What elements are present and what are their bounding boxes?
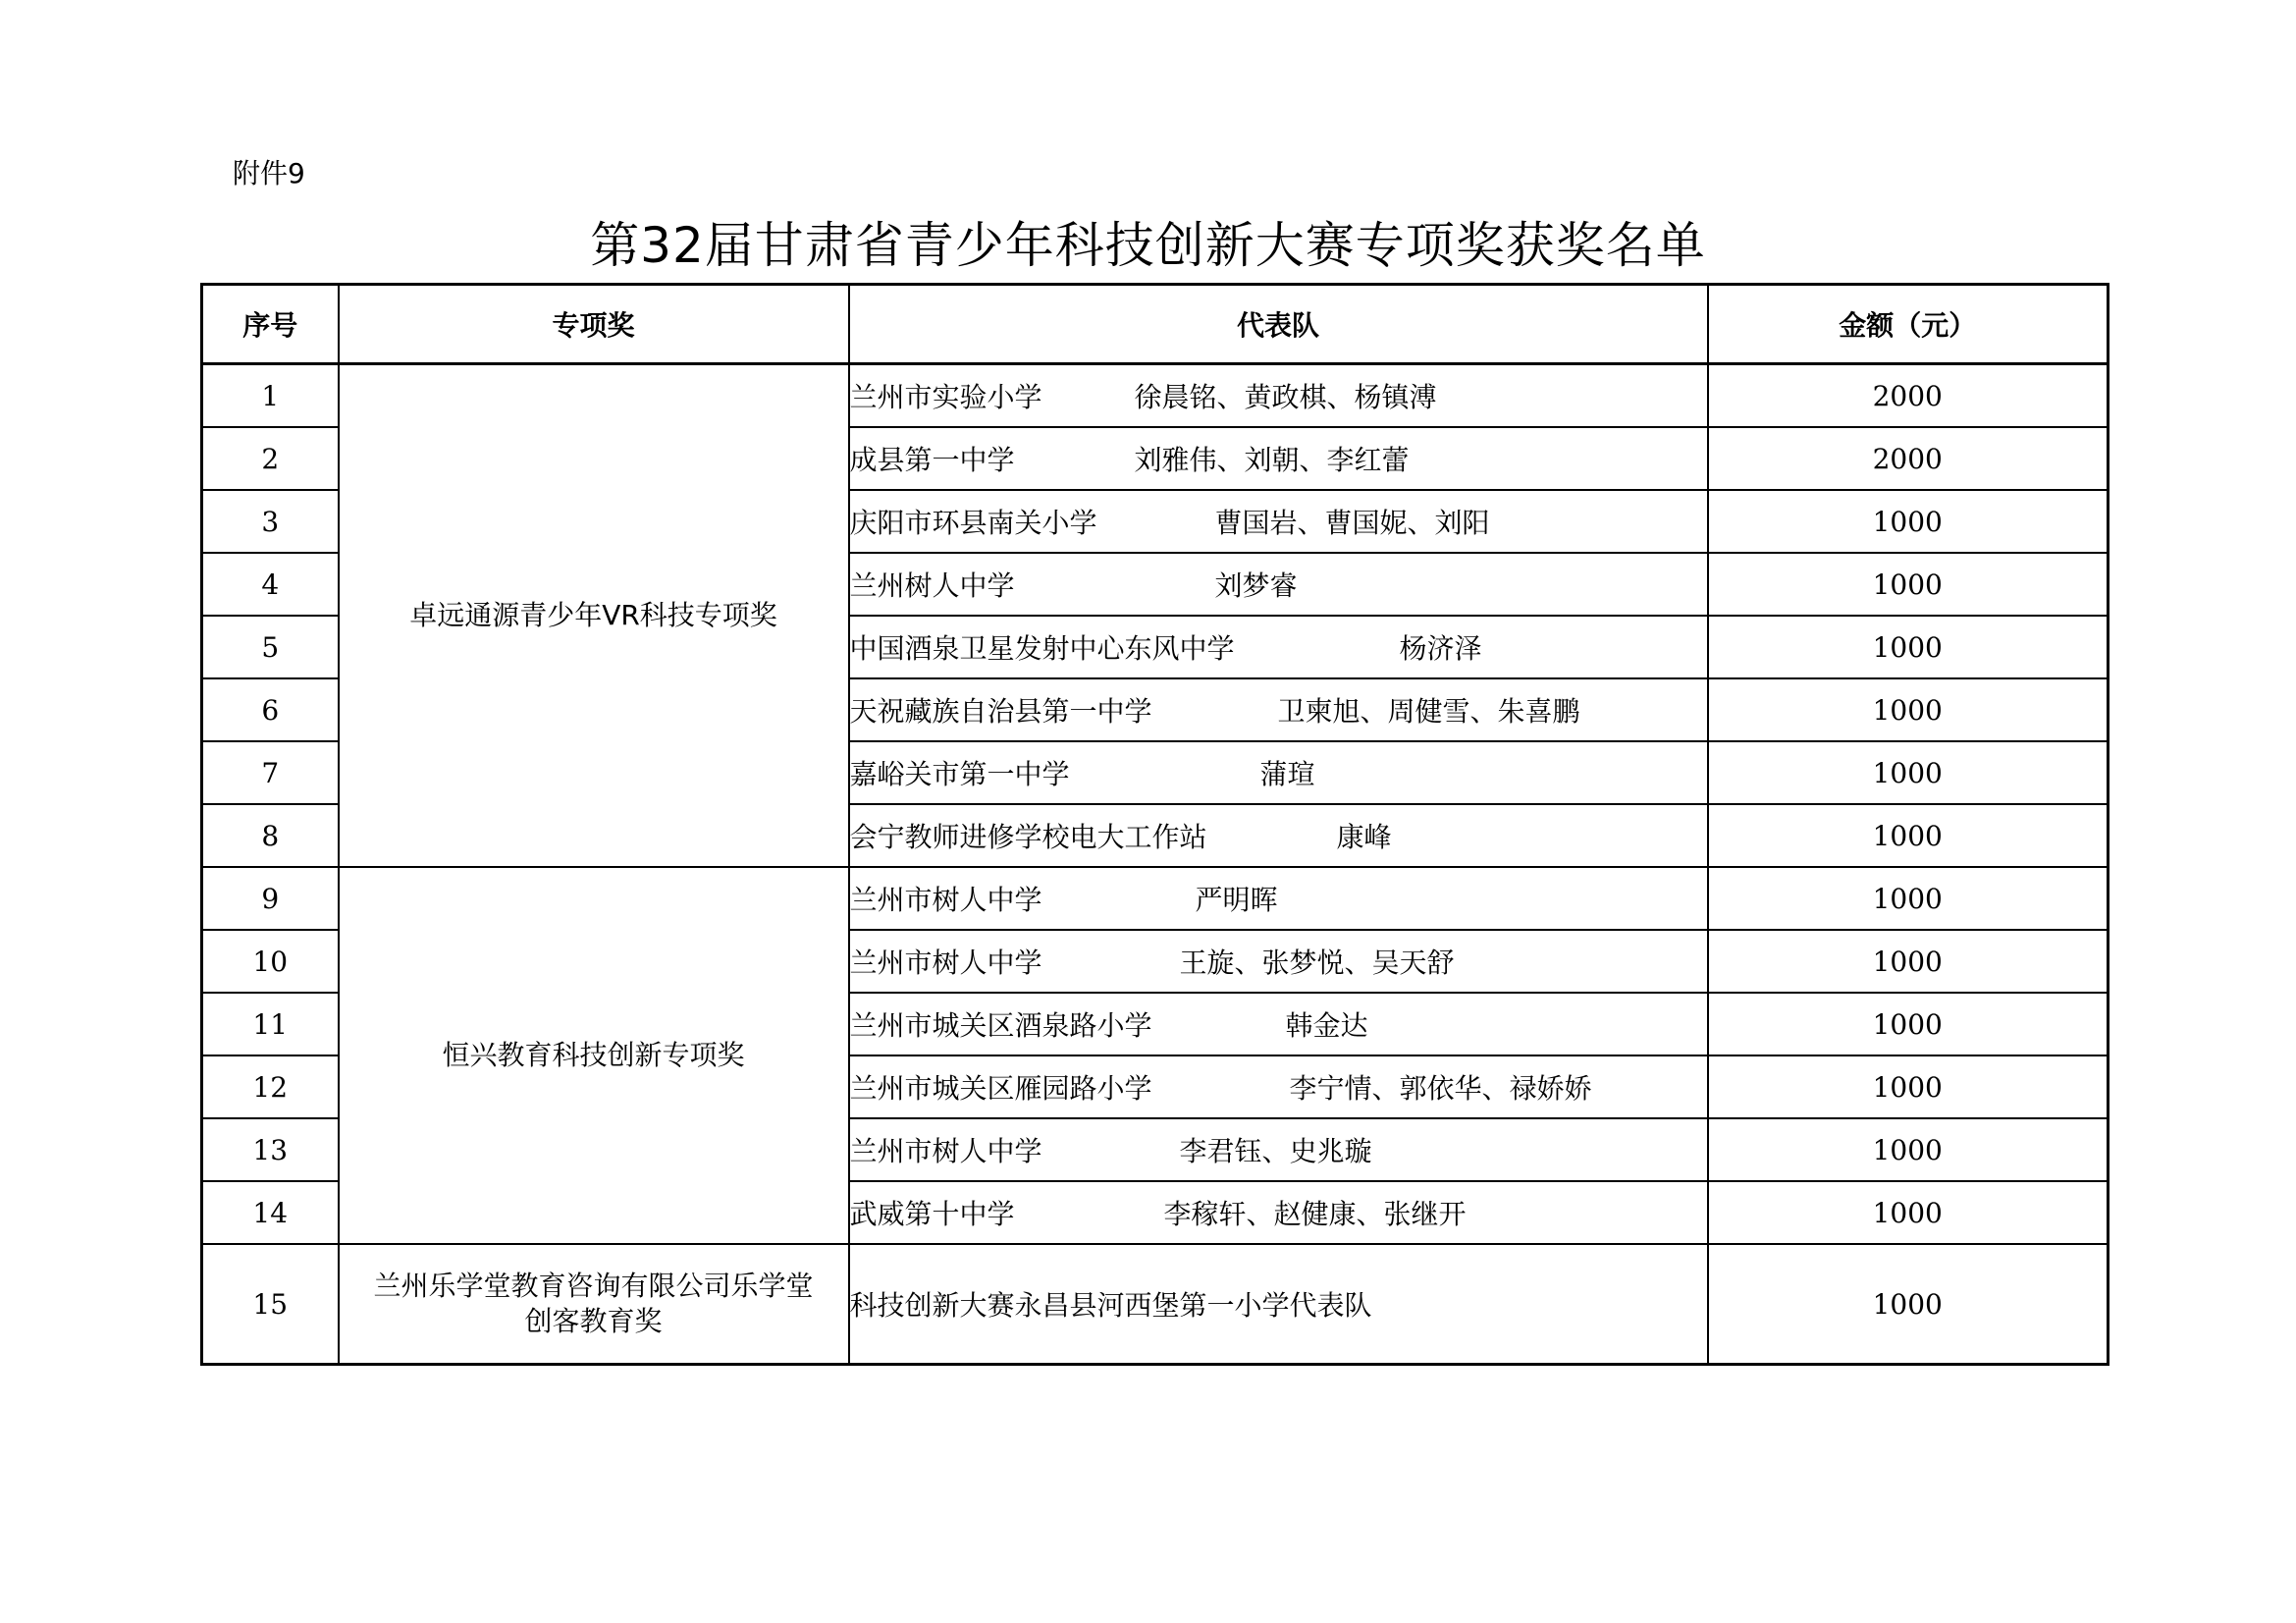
amount-cell: 1000 [1708, 1055, 2109, 1118]
seq-cell: 2 [202, 427, 339, 490]
school-name: 嘉峪关市第一中学 [849, 758, 1070, 790]
award-cell: 卓远通源青少年VR科技专项奖 [339, 364, 849, 868]
amount-cell: 1000 [1708, 1118, 2109, 1181]
seq-cell: 14 [202, 1181, 339, 1244]
seq-cell: 10 [202, 930, 339, 993]
header-team: 代表队 [849, 285, 1708, 364]
school-name: 兰州市树人中学 [849, 947, 1042, 979]
amount-cell: 1000 [1708, 1181, 2109, 1244]
team-cell [849, 678, 1708, 741]
team-cell [849, 930, 1708, 993]
school-name: 会宁教师进修学校电大工作站 [849, 821, 1207, 853]
team-cell: 科技创新大赛永昌县河西堡第一小学代表队 [849, 1244, 1708, 1365]
header-seq: 序号 [202, 285, 339, 364]
amount-cell: 1000 [1708, 930, 2109, 993]
member-names: 严明晖 [1195, 884, 1278, 916]
team-cell [849, 741, 1708, 804]
seq-cell: 4 [202, 553, 339, 616]
seq-cell: 7 [202, 741, 339, 804]
team-cell [849, 490, 1708, 553]
seq-cell: 8 [202, 804, 339, 867]
school-name: 兰州市树人中学 [849, 1135, 1042, 1167]
team-cell [849, 867, 1708, 930]
member-names: 李君钰、史兆璇 [1179, 1135, 1372, 1167]
award-name-line-1: 兰州乐学堂教育咨询有限公司乐学堂 [373, 1269, 814, 1302]
school-name: 兰州市树人中学 [849, 884, 1042, 916]
school-name: 成县第一中学 [849, 444, 1015, 476]
team-cell [849, 553, 1708, 616]
member-names: 徐晨铭、黄政棋、杨镇溥 [1134, 381, 1437, 413]
team-cell [849, 993, 1708, 1055]
school-name: 兰州市实验小学 [849, 381, 1042, 413]
member-names: 杨济泽 [1399, 632, 1482, 665]
member-names: 蒲瑄 [1259, 758, 1315, 790]
amount-cell: 1000 [1708, 678, 2109, 741]
school-name: 庆阳市环县南关小学 [849, 507, 1097, 539]
table-header-row [202, 285, 2109, 364]
header-amount: 金额（元） [1708, 285, 2109, 364]
table-row [202, 867, 2109, 930]
amount-cell: 1000 [1708, 867, 2109, 930]
seq-cell: 9 [202, 867, 339, 930]
award-name-line-2: 创客教育奖 [524, 1305, 663, 1337]
team-cell [849, 427, 1708, 490]
amount-cell: 1000 [1708, 553, 2109, 616]
amount-cell: 1000 [1708, 490, 2109, 553]
team-cell [849, 804, 1708, 867]
member-names: 刘雅伟、刘朝、李红蕾 [1134, 444, 1410, 476]
amount-cell: 1000 [1708, 741, 2109, 804]
amount-cell: 1000 [1708, 993, 2109, 1055]
attachment-label: 附件9 [233, 157, 305, 189]
school-name: 中国酒泉卫星发射中心东风中学 [849, 632, 1235, 665]
school-name: 兰州市城关区酒泉路小学 [849, 1009, 1152, 1042]
seq-cell: 11 [202, 993, 339, 1055]
award-cell: 恒兴教育科技创新专项奖 [339, 867, 849, 1244]
team-cell [849, 616, 1708, 678]
table-row [202, 364, 2109, 428]
table-row [202, 1244, 2109, 1365]
seq-cell: 6 [202, 678, 339, 741]
member-names: 李宁情、郭依华、禄娇娇 [1289, 1072, 1592, 1105]
seq-cell: 3 [202, 490, 339, 553]
school-name: 兰州树人中学 [849, 569, 1015, 602]
amount-cell: 2000 [1708, 427, 2109, 490]
amount-cell: 1000 [1708, 1244, 2109, 1365]
amount-cell: 2000 [1708, 364, 2109, 428]
award-cell [339, 1244, 849, 1365]
school-name: 兰州市城关区雁园路小学 [849, 1072, 1152, 1105]
page-title: 第32届甘肃省青少年科技创新大赛专项奖获奖名单 [590, 217, 1706, 274]
seq-cell: 12 [202, 1055, 339, 1118]
seq-cell: 15 [202, 1244, 339, 1365]
seq-cell: 1 [202, 364, 339, 428]
member-names: 康峰 [1336, 821, 1392, 853]
member-names: 韩金达 [1285, 1009, 1368, 1042]
member-names: 曹国岩、曹国妮、刘阳 [1214, 507, 1490, 539]
seq-cell: 5 [202, 616, 339, 678]
member-names: 卫柬旭、周健雪、朱喜鹏 [1277, 695, 1580, 728]
awards-table [200, 283, 2109, 1366]
team-cell [849, 1055, 1708, 1118]
team-cell [849, 1181, 1708, 1244]
member-names: 王旋、张梦悦、吴天舒 [1179, 947, 1455, 979]
school-name: 武威第十中学 [849, 1198, 1015, 1230]
amount-cell: 1000 [1708, 616, 2109, 678]
member-names: 刘梦睿 [1214, 569, 1298, 602]
school-name: 天祝藏族自治县第一中学 [849, 695, 1152, 728]
team-cell [849, 364, 1708, 428]
seq-cell: 13 [202, 1118, 339, 1181]
member-names: 李稼轩、赵健康、张继开 [1163, 1198, 1467, 1230]
header-award: 专项奖 [339, 285, 849, 364]
team-cell [849, 1118, 1708, 1181]
amount-cell: 1000 [1708, 804, 2109, 867]
